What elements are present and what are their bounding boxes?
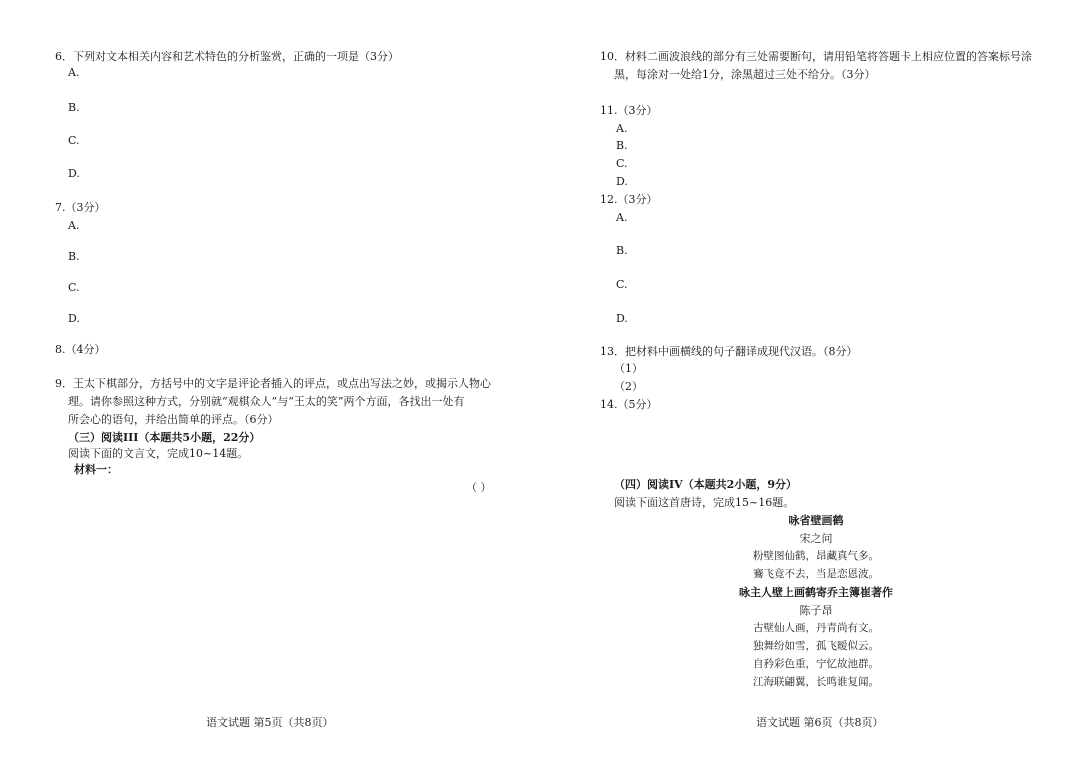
q7-option-c: C. [68, 281, 80, 294]
q7-option-a: A. [68, 219, 80, 232]
q13-part-2: （2） [614, 380, 643, 393]
q11-option-c: C. [616, 157, 628, 170]
q6-option-b: B. [68, 101, 80, 114]
poem-2-line-3: 自矜彩色重，宁忆故池群。 [753, 658, 879, 670]
page-footer-left: 语文试题 第5页（共8页） [206, 716, 334, 729]
poem-1-line-2: 鶱飞竟不去，当是恋恩波。 [753, 568, 879, 580]
q7-option-b: B. [68, 250, 80, 263]
q6-option-d: D. [68, 167, 80, 180]
poem-2-title: 咏主人壁上画鹤寄乔主簿崔著作 [739, 586, 893, 599]
section-3-title: （三）阅读III（本题共5小题，22分） [68, 431, 261, 444]
q12-option-c: C. [616, 278, 628, 291]
question-14-stem: 14.（5分） [600, 398, 658, 411]
q11-option-d: D. [616, 175, 628, 188]
poem-2-author: 陈子昂 [799, 604, 833, 617]
q12-option-a: A. [616, 211, 628, 224]
page-footer-right: 语文试题 第6页（共8页） [756, 716, 884, 729]
question-9-line-2: 理。请你参照这种方式，分别就“观棋众人”与“王太的笑”两个方面，各找出一处有 [68, 395, 465, 408]
question-9-line-3: 所会心的语句，并给出简单的评点。（6分） [68, 413, 279, 426]
section-4-title: （四）阅读IV（本题共2小题，9分） [614, 478, 797, 491]
question-11-stem: 11.（3分） [600, 104, 658, 117]
question-13-stem: 13．把材料中画横线的句子翻译成现代汉语。（8分） [600, 345, 858, 358]
question-7-stem: 7.（3分） [55, 201, 106, 214]
question-8-stem: 8.（4分） [55, 343, 106, 356]
poem-2-line-4: 江海联翩翼，长鸣谁复闻。 [753, 676, 879, 688]
page-right [540, 0, 1080, 764]
question-10-line-1: 10．材料二画波浪线的部分有三处需要断句，请用铅笔将答题卡上相应位置的答案标号涂 [600, 50, 1032, 63]
q6-option-a: A. [68, 66, 80, 79]
q11-option-b: B. [616, 139, 628, 152]
question-12-stem: 12.（3分） [600, 193, 658, 206]
material-1-paren: （ ） [466, 481, 492, 494]
q13-part-1: （1） [614, 362, 643, 375]
question-6-stem: 6．下列对文本相关内容和艺术特色的分析鉴赏，正确的一项是（3分） [55, 50, 399, 63]
q11-option-a: A. [616, 122, 628, 135]
question-9-line-1: 9．王太下棋部分，方括号中的文字是评论者插入的评点，或点出写法之妙，或揭示人物心 [55, 377, 491, 390]
q12-option-d: D. [616, 312, 628, 325]
q6-option-c: C. [68, 134, 80, 147]
section-3-instruction: 阅读下面的文言文，完成10~14题。 [68, 447, 249, 460]
poem-2-line-1: 古壁仙人画，丹青尚有文。 [753, 622, 879, 634]
question-10-line-2: 黑，每涂对一处给1分，涂黑超过三处不给分。（3分） [614, 68, 876, 81]
poem-1-author: 宋之问 [799, 532, 833, 545]
section-4-instruction: 阅读下面这首唐诗，完成15~16题。 [614, 496, 795, 509]
poem-2-line-2: 独舞纷如雪，孤飞暧似云。 [753, 640, 879, 652]
q12-option-b: B. [616, 244, 628, 257]
q7-option-d: D. [68, 312, 80, 325]
poem-1-title: 咏省壁画鹤 [788, 514, 844, 527]
poem-1-line-1: 粉壁图仙鹤，昂藏真气多。 [753, 550, 879, 562]
material-1-label: 材料一： [74, 463, 118, 476]
